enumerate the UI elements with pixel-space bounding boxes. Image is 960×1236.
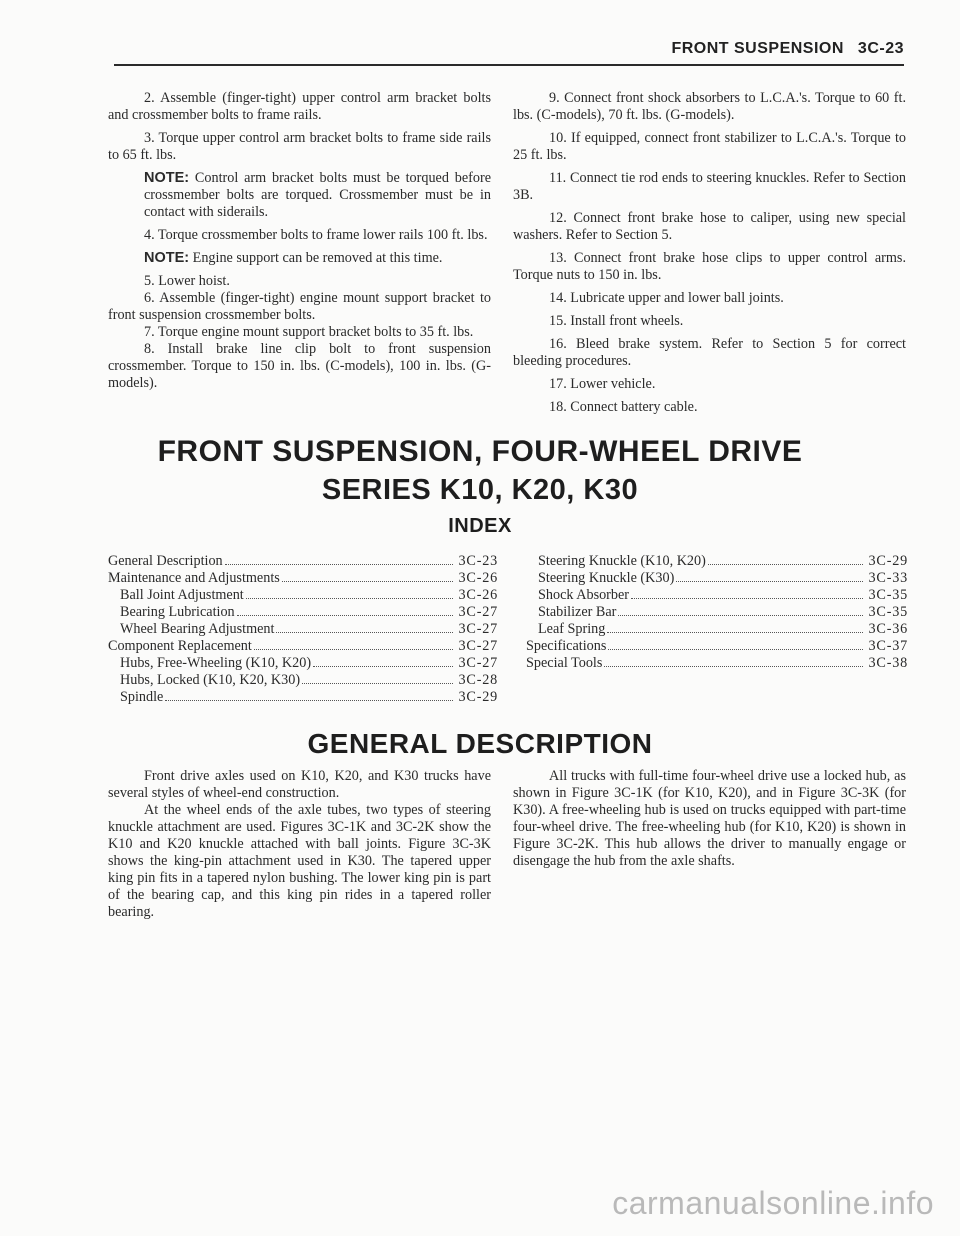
section-name: FRONT SUSPENSION (671, 40, 844, 57)
index-entry[interactable] (538, 570, 908, 587)
index-entry[interactable] (108, 604, 498, 621)
note-text: Control arm bracket bolts must be torqued before crossmember bolts are torqued. Crossmember must be in contact with siderails. (144, 170, 491, 220)
index-entry-page: 3C-33 (868, 570, 908, 586)
step-12: 12. Connect front brake hose to caliper, using new special washers. Refer to Section 5. (513, 210, 906, 243)
step-7: 7. Torque engine mount support bracket bolts to 35 ft. lbs. (144, 324, 474, 340)
step-2: 2. Assemble (finger-tight) upper control arm bracket bolts and crossmember bolts to frame rails. (108, 90, 491, 123)
index-entry-page: 3C-26 (458, 570, 498, 586)
index-entry-label: Special Tools (526, 655, 603, 671)
running-head (671, 40, 904, 58)
index-entry-page: 3C-27 (458, 638, 498, 654)
general-description-left (108, 768, 491, 921)
index-entry[interactable] (108, 570, 498, 587)
note-label: NOTE: (144, 250, 190, 266)
index-entry[interactable] (108, 553, 498, 570)
dot-leader (225, 564, 453, 565)
step-14: 14. Lubricate upper and lower ball joints. (549, 290, 784, 306)
step-18: 18. Connect battery cable. (549, 399, 698, 415)
step-15: 15. Install front wheels. (549, 313, 684, 329)
index-entry-label: Maintenance and Adjustments (108, 570, 280, 586)
index-entry-label: Steering Knuckle (K30) (538, 570, 675, 586)
index-entry[interactable] (108, 689, 498, 706)
procedure-steps-right (513, 90, 906, 422)
note-text: Engine support can be removed at this time. (189, 250, 443, 266)
index-entry-label: Leaf Spring (538, 621, 606, 637)
index-entry[interactable] (538, 604, 908, 621)
index-entry[interactable] (108, 672, 498, 689)
dot-leader (708, 564, 863, 565)
index-entry-page: 3C-36 (868, 621, 908, 637)
index-entry-label: Ball Joint Adjustment (120, 587, 244, 603)
index-entry-label: Steering Knuckle (K10, K20) (538, 553, 706, 569)
dot-leader (631, 598, 863, 599)
dot-leader (254, 649, 453, 650)
general-description-right (513, 768, 906, 870)
index-entry-label: Stabilizer Bar (538, 604, 617, 620)
index-entry[interactable] (538, 587, 908, 604)
step-11: 11. Connect tie rod ends to steering knuckles. Refer to Section 3B. (513, 170, 906, 203)
step-13: 13. Connect front brake hose clips to upper control arms. Torque nuts to 150 in. lbs. (513, 250, 906, 283)
index-entry[interactable] (538, 621, 908, 638)
step-16: 16. Bleed brake system. Refer to Section 5 for correct bleeding procedures. (513, 336, 906, 369)
paragraph: At the wheel ends of the axle tubes, two types of steering knuckle attachment are used. Figures 3C-1K and 3C-2K show the K10 and K20 knuckle attached with ball joints. Figure 3C-3K shows the king-pin attachment used in K30. The tapered upper king pin fits in a tapered nylon bushing. The lower king pin is part of the bearing cap, and this king pin rides in a tapered roller bearing. (108, 802, 491, 920)
dot-leader (313, 666, 453, 667)
dot-leader (604, 666, 863, 667)
section-series: SERIES K10, K20, K30 (321, 474, 639, 506)
watermark: carmanualsonline.info (612, 1185, 934, 1221)
note-engine-support (144, 250, 491, 267)
index-entry-page: 3C-29 (458, 689, 498, 705)
index-entry[interactable] (526, 638, 908, 655)
header-rule (114, 64, 904, 66)
page-number: 3C-23 (857, 40, 904, 57)
index-entry-label: Spindle (120, 689, 164, 705)
index-entry-page: 3C-35 (868, 604, 908, 620)
index-entry-page: 3C-35 (868, 587, 908, 603)
index-title: INDEX (448, 515, 512, 537)
paragraph: Front drive axles used on K10, K20, and K30 trucks have several styles of wheel-end construction. (108, 768, 491, 801)
step-17: 17. Lower vehicle. (549, 376, 656, 392)
procedure-steps-left (108, 90, 491, 392)
step-5: 5. Lower hoist. (144, 273, 230, 289)
step-3: 3. Torque upper control arm bracket bolts to frame side rails to 65 ft. lbs. (108, 130, 491, 163)
index-entry[interactable] (538, 553, 908, 570)
index-entry[interactable] (108, 638, 498, 655)
step-6: 6. Assemble (finger-tight) engine mount support bracket to front suspension crossmember bolts. (108, 290, 491, 323)
index-entry-page: 3C-26 (458, 587, 498, 603)
dot-leader (165, 700, 453, 701)
index-left-column (108, 553, 498, 706)
index-entry-label: Shock Absorber (538, 587, 630, 603)
step-8: 8. Install brake line clip bolt to front suspension crossmember. Torque to 150 in. lbs. (C-models), 100 in. lbs. (G-models). (108, 341, 491, 391)
note-control-arm (144, 170, 491, 221)
dot-leader (246, 598, 453, 599)
index-entry-label: Bearing Lubrication (120, 604, 235, 620)
section-title: FRONT SUSPENSION, FOUR-WHEEL DRIVE (157, 435, 803, 468)
dot-leader (237, 615, 453, 616)
dot-leader (618, 615, 863, 616)
index-entry[interactable] (526, 655, 908, 672)
dot-leader (608, 649, 863, 650)
step-10: 10. If equipped, connect front stabilizer to L.C.A.'s. Torque to 25 ft. lbs. (513, 130, 906, 163)
index-entry-page: 3C-27 (458, 604, 498, 620)
index-entry-page: 3C-37 (868, 638, 908, 654)
step-4: 4. Torque crossmember bolts to frame lower rails 100 ft. lbs. (144, 227, 488, 243)
dot-leader (276, 632, 453, 633)
index-entry-page: 3C-23 (458, 553, 498, 569)
index-entry[interactable] (108, 621, 498, 638)
index-entry-page: 3C-27 (458, 655, 498, 671)
dot-leader (302, 683, 453, 684)
index-entry-label: Specifications (526, 638, 607, 654)
index-entry-page: 3C-38 (868, 655, 908, 671)
index-entry-label: Wheel Bearing Adjustment (120, 621, 275, 637)
index-entry-label: General Description (108, 553, 223, 569)
general-description-title: GENERAL DESCRIPTION (307, 728, 653, 759)
step-9: 9. Connect front shock absorbers to L.C.A.'s. Torque to 60 ft. lbs. (C-models), 70 ft. lbs. (G-models). (513, 90, 906, 123)
index-entry-label: Hubs, Locked (K10, K20, K30) (120, 672, 301, 688)
paragraph: All trucks with full-time four-wheel drive use a locked hub, as shown in Figure 3C-1K (for K10, K20), and in Figure 3C-3K (for K30). A free-wheeling hub is used on trucks equipped with part-time four-wheel drive. The free-wheeling hub (for K10, K20) is shown in Figure 3C-2K. This hub allows the driver to manually engage or disengage the hub from the axle shafts. (513, 768, 906, 869)
index-entry-page: 3C-27 (458, 621, 498, 637)
dot-leader (676, 581, 863, 582)
index-right-column (526, 553, 908, 672)
index-entry-label: Hubs, Free-Wheeling (K10, K20) (120, 655, 312, 671)
index-entry[interactable] (108, 587, 498, 604)
index-entry[interactable] (108, 655, 498, 672)
index-entry-page: 3C-29 (868, 553, 908, 569)
dot-leader (607, 632, 863, 633)
index-entry-page: 3C-28 (458, 672, 498, 688)
note-label: NOTE: (144, 170, 190, 186)
dot-leader (282, 581, 453, 582)
index-entry-label: Component Replacement (108, 638, 252, 654)
